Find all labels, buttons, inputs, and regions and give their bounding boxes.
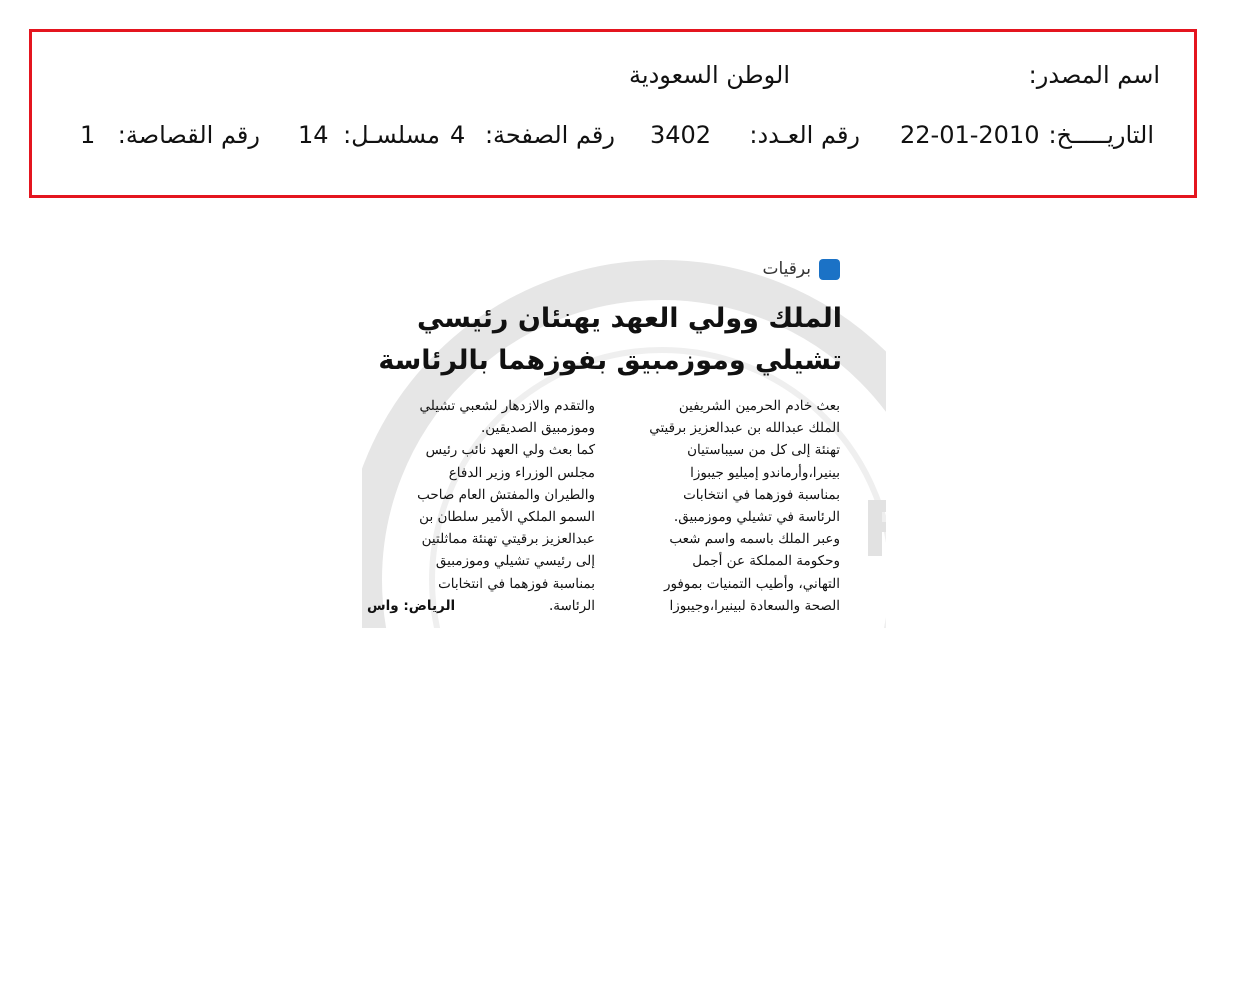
body-line: وحكومة المملكة عن أجمل: [692, 553, 840, 570]
body-line: التهاني، وأطيب التمنيات بموفور: [663, 575, 840, 592]
headline: [372, 298, 842, 382]
headline-line-2: تشيلي وموزمبيق بفوزهما بالرئاسة: [378, 345, 842, 376]
body-line: بعث خادم الحرمين الشريفين: [678, 398, 840, 414]
body-line: والطيران والمفتش العام صاحب: [417, 486, 595, 503]
date-label: التاريـــــخ:: [1048, 121, 1154, 149]
byline: الرياض: واس: [367, 597, 456, 614]
body-line: بمناسبة فوزهما في انتخابات: [683, 486, 840, 503]
page-label: رقم الصفحة:: [484, 121, 615, 149]
serial-value: 14: [298, 121, 329, 149]
body-line: الرئاسة.: [548, 597, 595, 614]
body-line: عبدالعزيز برقيتي تهنئة مماثلتين: [421, 531, 595, 548]
clip-label: رقم القصاصة:: [117, 121, 260, 149]
serial-label: مسلسـل:: [343, 121, 440, 149]
issue-value: 3402: [650, 121, 712, 149]
body-line: مجلس الوزراء وزير الدفاع: [448, 464, 595, 481]
metadata-box: [29, 29, 1197, 198]
body-line: والتقدم والازدهار لشعبي تشيلي: [419, 398, 595, 414]
article-clipping: [362, 250, 886, 628]
body-line: الملك عبدالله بن عبدالعزيز برقيتي: [649, 420, 840, 437]
body-line: وعبر الملك باسمه واسم شعب: [669, 531, 840, 548]
issue-label: رقم العـدد:: [749, 121, 860, 149]
body-line: الصحة والسعادة لبينيرا،وجيبوزا: [669, 597, 840, 614]
body-line: بينيرا،وأرماندو إميليو جيبوزا: [690, 464, 840, 481]
body-line: بمناسبة فوزهما في انتخابات: [438, 575, 595, 592]
section-square-icon: [819, 259, 840, 280]
body-column-right: [610, 395, 840, 617]
section-tag: [762, 258, 840, 280]
headline-line-1: الملك وولي العهد يهنئان رئيسي: [416, 303, 842, 334]
body-line: إلى رئيسي تشيلي وموزمبيق: [435, 553, 595, 570]
source-value: الوطن السعودية: [629, 61, 790, 89]
body-line: السمو الملكي الأمير سلطان بن: [419, 509, 595, 526]
body-last-line: [367, 595, 595, 617]
clip-value: 1: [80, 121, 96, 149]
page-value: 4: [450, 121, 466, 149]
body-column-left: [367, 395, 595, 617]
body-line: تهنئة إلى كل من سيباستيان: [687, 442, 840, 459]
body-line: كما بعث ولي العهد نائب رئيس: [425, 442, 595, 459]
section-label: برقيات: [762, 259, 811, 279]
source-label: اسم المصدر:: [1028, 61, 1160, 89]
date-value: 22-01-2010: [900, 121, 1040, 149]
body-line: الرئاسة في تشيلي وموزمبيق.: [673, 509, 840, 526]
body-line: وموزمبيق الصديقين.: [480, 420, 595, 437]
